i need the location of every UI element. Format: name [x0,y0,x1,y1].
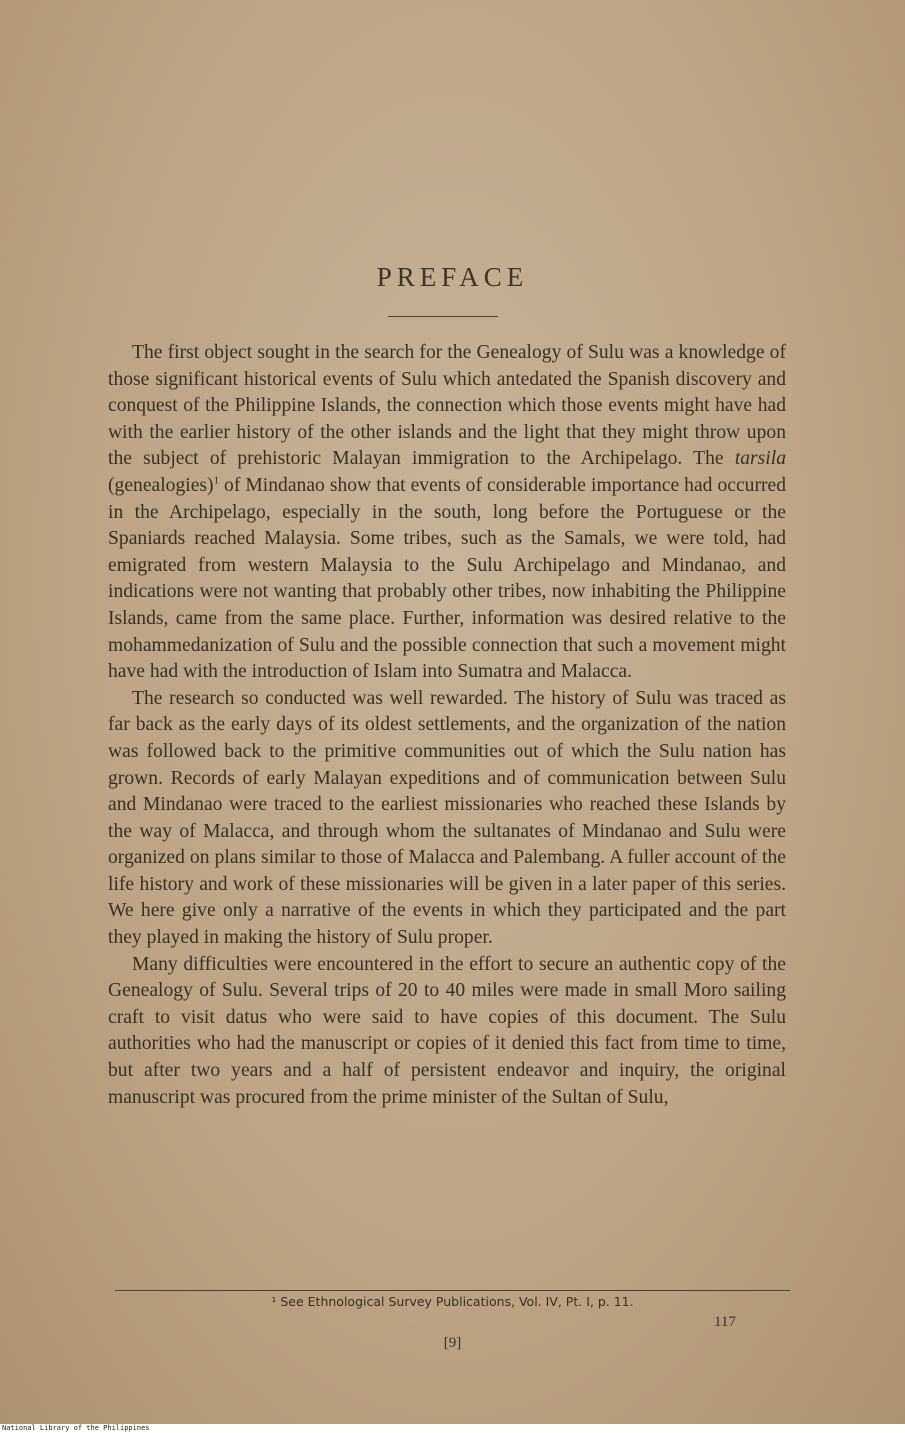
page-number: 117 [714,1314,736,1330]
title-rule [388,316,498,317]
footnote-marker: 1 [213,474,220,487]
library-credit: National Library of the Philippines [2,1424,150,1432]
italic-term: tarsila [734,448,786,470]
preface-body [108,340,786,1111]
paragraph-1-text-b: (genealogies) [108,474,214,496]
paragraph-3: Many difficulties were encountered in the effort to secure an authentic copy of the Genealogy of Sulu. Several trips of 20 to 40 miles were made in small Moro sailing craft to visit datus who were said to have copies of this document. The Sulu authorities who had the manuscript or copies of it denied this fact from time to time, but after two years and a half of persistent endeavor and inquiry, the original manuscript was procured from the prime minister of the Sultan of Sulu, [108,953,786,1108]
footnote-rule [115,1290,790,1291]
paragraph-1-text-c: of Mindanao show that events of considerable importance had occurred in the Archipelago, especially in the south, long before the Portuguese or the Spaniards reached Malaysia. Some tribes, such as the Samals, we were told, had emigrated from western Malaysia to the Sulu Archipelago and Mindanao, and indications were not wanting that probably other tribes, now inhabiting the Philippine Islands, came from the same place. Further, information was desired relative to the mohammedanization of Sulu and the possible connection that such a movement might have had with the introduction of Islam into Sumatra and Malacca. [108,474,786,683]
footnote: ¹ See Ethnological Survey Publications, Vol. IV, Pt. I, p. 11. [271,1294,634,1309]
signature-mark: [9] [443,1335,462,1351]
paragraph-2: The research so conducted was well rewarded. The history of Sulu was traced as far back as the early days of its oldest settlements, and the organization of the nation was followed back to the primitive communities out of which the Sulu nation has grown. Records of early Malayan expeditions and of communication between Sulu and Mindanao were traced to the earliest missionaries who reached these Islands by the way of Malacca, and through whom the sultanates of Mindanao and Sulu were organized on plans similar to those of Malacca and Palembang. A fuller account of the life history and work of these missionaries will be given in a later paper of this series. We here give only a narrative of the events in which they participated and the part they played in making the history of Sulu proper. [108,687,786,949]
paragraph-1 [108,340,786,686]
page-title: PREFACE [376,262,529,292]
paragraph-1-text-a: The first object sought in the search for the Genealogy of Sulu was a knowledge of those significant historical events of Sulu which antedated the Spanish discovery and conquest of the Philippine Islands, the connection which those events might have had with the earlier history of the other islands and the light that they might throw upon the subject of prehistoric Malayan immigration to the Archipelago. The [108,342,786,470]
